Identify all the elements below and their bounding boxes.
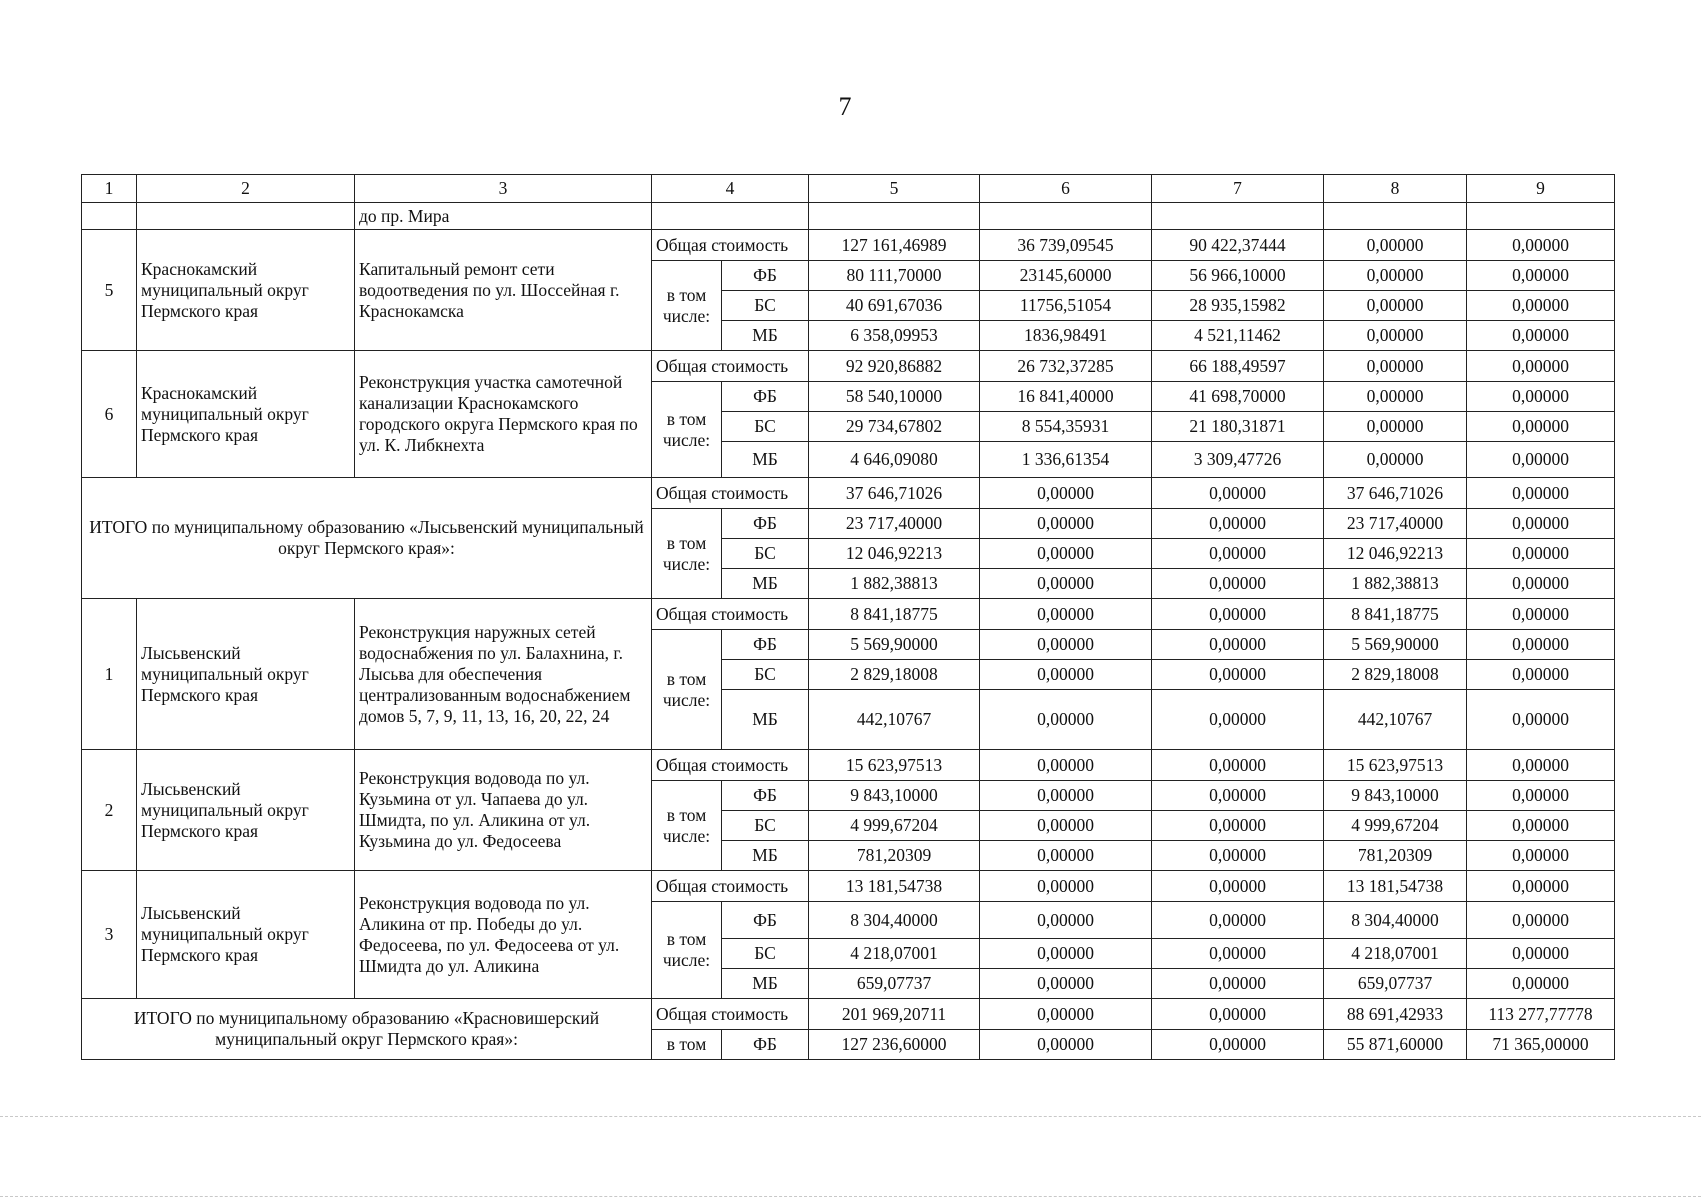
value-cell	[809, 203, 980, 230]
value-cell: 4 218,07001	[1324, 939, 1467, 969]
funding-source-bs: БС	[722, 660, 809, 690]
value-cell: 15 623,97513	[809, 750, 980, 781]
funding-source-bs: БС	[722, 811, 809, 841]
value-cell: 0,00000	[1152, 509, 1324, 539]
value-cell: 9 843,10000	[809, 781, 980, 811]
value-cell: 0,00000	[980, 902, 1152, 939]
value-cell: 0,00000	[1152, 811, 1324, 841]
value-cell: 0,00000	[1324, 382, 1467, 412]
column-header-8: 8	[1324, 175, 1467, 203]
value-cell: 0,00000	[1467, 599, 1615, 630]
header-row	[82, 175, 1615, 203]
value-cell: 0,00000	[980, 999, 1152, 1030]
total-cost-label: Общая стоимость	[652, 478, 809, 509]
including-label: в том числе:	[652, 509, 722, 599]
funding-source-mb: МБ	[722, 569, 809, 599]
subtotal-total-row	[82, 478, 1615, 509]
municipality-cell: Лысьвенский муниципальный округ Пермского края	[137, 599, 355, 750]
value-cell: 0,00000	[980, 539, 1152, 569]
funding-source-fb: ФБ	[722, 902, 809, 939]
value-cell: 37 646,71026	[1324, 478, 1467, 509]
work-description-cell: Реконструкция наружных сетей водоснабжения по ул. Балахнина, г. Лысьва для обеспечения централизованным водоснабжением домов 5, 7, 9, 11, 13, 16, 20, 22, 24	[355, 599, 652, 750]
project-total-row	[82, 871, 1615, 902]
value-cell: 0,00000	[1467, 539, 1615, 569]
subtotal-label: ИТОГО по муниципальному образованию «Красновишерский муниципальный округ Пермского края»:	[82, 999, 652, 1060]
value-cell: 0,00000	[1152, 969, 1324, 999]
value-cell: 659,07737	[1324, 969, 1467, 999]
value-cell: 2 829,18008	[1324, 660, 1467, 690]
value-cell: 0,00000	[1467, 902, 1615, 939]
value-cell: 0,00000	[1324, 442, 1467, 478]
value-cell: 0,00000	[1467, 630, 1615, 660]
value-cell: 23 717,40000	[1324, 509, 1467, 539]
total-cost-label: Общая стоимость	[652, 351, 809, 382]
work-description-cell: Капитальный ремонт сети водоотведения по ул. Шоссейная г. Краснокамска	[355, 230, 652, 351]
municipality-cell: Краснокамский муниципальный округ Пермского края	[137, 230, 355, 351]
value-cell: 0,00000	[980, 660, 1152, 690]
value-cell: 4 218,07001	[809, 939, 980, 969]
value-cell: 8 841,18775	[1324, 599, 1467, 630]
value-cell: 0,00000	[980, 969, 1152, 999]
value-cell: 0,00000	[980, 841, 1152, 871]
municipality-cell	[137, 203, 355, 230]
work-description-cell: Реконструкция участка самотечной канализации Краснокамского городского округа Пермского края по ул. К. Либкнехта	[355, 351, 652, 478]
work-description-cell: Реконструкция водовода по ул. Кузьмина от ул. Чапаева до ул. Шмидта, по ул. Аликина от ул. Кузьмина до ул. Федосеева	[355, 750, 652, 871]
value-cell: 0,00000	[1324, 351, 1467, 382]
total-cost-label: Общая стоимость	[652, 871, 809, 902]
row-number-cell: 5	[82, 230, 137, 351]
value-cell: 8 304,40000	[1324, 902, 1467, 939]
value-cell: 8 304,40000	[809, 902, 980, 939]
value-cell: 28 935,15982	[1152, 291, 1324, 321]
value-cell: 0,00000	[980, 630, 1152, 660]
value-cell: 0,00000	[980, 871, 1152, 902]
value-cell: 0,00000	[1152, 902, 1324, 939]
value-cell: 0,00000	[1324, 261, 1467, 291]
value-cell: 0,00000	[980, 750, 1152, 781]
including-label: в том числе:	[652, 382, 722, 478]
subtotal-label: ИТОГО по муниципальному образованию «Лысьвенский муниципальный округ Пермского края»:	[82, 478, 652, 599]
column-header-6: 6	[980, 175, 1152, 203]
row-number-cell: 3	[82, 871, 137, 999]
value-cell: 0,00000	[1467, 321, 1615, 351]
municipality-cell: Лысьвенский муниципальный округ Пермского края	[137, 871, 355, 999]
value-cell: 13 181,54738	[809, 871, 980, 902]
value-cell: 23 717,40000	[809, 509, 980, 539]
value-cell: 16 841,40000	[980, 382, 1152, 412]
value-cell: 58 540,10000	[809, 382, 980, 412]
value-cell: 23145,60000	[980, 261, 1152, 291]
value-cell: 442,10767	[1324, 690, 1467, 750]
value-cell: 0,00000	[980, 599, 1152, 630]
value-cell	[1152, 203, 1324, 230]
value-cell: 659,07737	[809, 969, 980, 999]
row-number-cell	[82, 203, 137, 230]
including-label: в том числе:	[652, 261, 722, 351]
value-cell: 0,00000	[1467, 382, 1615, 412]
value-cell: 127 161,46989	[809, 230, 980, 261]
value-cell: 4 999,67204	[1324, 811, 1467, 841]
value-cell: 442,10767	[809, 690, 980, 750]
funding-source-bs: БС	[722, 939, 809, 969]
value-cell: 3 309,47726	[1152, 442, 1324, 478]
value-cell: 0,00000	[1152, 1030, 1324, 1060]
value-cell: 0,00000	[1467, 690, 1615, 750]
subtotal-total-row	[82, 999, 1615, 1030]
value-cell: 0,00000	[1467, 509, 1615, 539]
funding-source-fb: ФБ	[722, 261, 809, 291]
value-cell: 0,00000	[1467, 442, 1615, 478]
column-header-1: 1	[82, 175, 137, 203]
column-header-9: 9	[1467, 175, 1615, 203]
work-description-cell: до пр. Мира	[355, 203, 652, 230]
value-cell: 5 569,90000	[1324, 630, 1467, 660]
value-cell: 0,00000	[1467, 969, 1615, 999]
value-cell: 26 732,37285	[980, 351, 1152, 382]
value-cell: 0,00000	[1324, 291, 1467, 321]
value-cell: 0,00000	[1152, 939, 1324, 969]
value-cell: 1 882,38813	[809, 569, 980, 599]
value-cell: 0,00000	[1324, 321, 1467, 351]
including-label: в том	[652, 1030, 722, 1060]
value-cell: 0,00000	[1467, 939, 1615, 969]
value-cell: 0,00000	[1152, 750, 1324, 781]
including-label: в том числе:	[652, 902, 722, 999]
column-header-5: 5	[809, 175, 980, 203]
value-cell: 21 180,31871	[1152, 412, 1324, 442]
value-cell: 56 966,10000	[1152, 261, 1324, 291]
funding-source-fb: ФБ	[722, 509, 809, 539]
value-cell: 0,00000	[1152, 871, 1324, 902]
value-cell: 0,00000	[1152, 599, 1324, 630]
value-cell: 0,00000	[1467, 750, 1615, 781]
total-cost-label: Общая стоимость	[652, 230, 809, 261]
value-cell	[1324, 203, 1467, 230]
value-cell: 1 336,61354	[980, 442, 1152, 478]
funding-source-mb: МБ	[722, 690, 809, 750]
project-total-row	[82, 230, 1615, 261]
total-cost-label: Общая стоимость	[652, 999, 809, 1030]
value-cell: 40 691,67036	[809, 291, 980, 321]
value-cell: 90 422,37444	[1152, 230, 1324, 261]
value-cell: 113 277,77778	[1467, 999, 1615, 1030]
funding-source-fb: ФБ	[722, 1030, 809, 1060]
value-cell: 6 358,09953	[809, 321, 980, 351]
value-cell: 0,00000	[980, 569, 1152, 599]
value-cell: 0,00000	[1467, 351, 1615, 382]
value-cell: 0,00000	[1467, 261, 1615, 291]
value-cell: 0,00000	[1152, 478, 1324, 509]
value-cell: 0,00000	[1467, 478, 1615, 509]
funding-source-mb: МБ	[722, 841, 809, 871]
value-cell: 71 365,00000	[1467, 1030, 1615, 1060]
column-header-4: 4	[652, 175, 809, 203]
project-total-row	[82, 599, 1615, 630]
value-cell: 1836,98491	[980, 321, 1152, 351]
work-description-cell: Реконструкция водовода по ул. Аликина от пр. Победы до ул. Федосеева, по ул. Федосеева от ул. Шмидта до ул. Аликина	[355, 871, 652, 999]
value-cell: 0,00000	[1152, 841, 1324, 871]
value-cell: 0,00000	[980, 1030, 1152, 1060]
funding-source-fb: ФБ	[722, 382, 809, 412]
funding-source-mb: МБ	[722, 969, 809, 999]
value-cell: 11756,51054	[980, 291, 1152, 321]
value-cell: 8 841,18775	[809, 599, 980, 630]
value-cell: 1 882,38813	[1324, 569, 1467, 599]
value-cell: 4 521,11462	[1152, 321, 1324, 351]
row-number-cell: 6	[82, 351, 137, 478]
value-cell: 201 969,20711	[809, 999, 980, 1030]
value-cell: 127 236,60000	[809, 1030, 980, 1060]
value-cell: 781,20309	[1324, 841, 1467, 871]
total-cost-label: Общая стоимость	[652, 599, 809, 630]
municipality-cell: Лысьвенский муниципальный округ Пермского края	[137, 750, 355, 871]
budget-table	[81, 174, 1615, 1060]
value-cell: 0,00000	[1324, 230, 1467, 261]
funding-source-bs: БС	[722, 291, 809, 321]
value-cell: 0,00000	[1467, 781, 1615, 811]
value-cell: 36 739,09545	[980, 230, 1152, 261]
value-cell: 0,00000	[980, 811, 1152, 841]
municipality-cell: Краснокамский муниципальный округ Пермского края	[137, 351, 355, 478]
value-cell: 55 871,60000	[1324, 1030, 1467, 1060]
value-cell	[980, 203, 1152, 230]
value-cell: 12 046,92213	[1324, 539, 1467, 569]
value-cell: 88 691,42933	[1324, 999, 1467, 1030]
value-cell: 0,00000	[1467, 811, 1615, 841]
continuation-row	[82, 203, 1615, 230]
column-header-7: 7	[1152, 175, 1324, 203]
value-cell: 0,00000	[980, 690, 1152, 750]
value-cell: 0,00000	[1152, 781, 1324, 811]
project-total-row	[82, 351, 1615, 382]
value-cell: 0,00000	[1467, 412, 1615, 442]
value-cell: 80 111,70000	[809, 261, 980, 291]
funding-source-mb: МБ	[722, 442, 809, 478]
value-cell: 0,00000	[1152, 539, 1324, 569]
value-cell: 0,00000	[980, 939, 1152, 969]
value-cell: 0,00000	[1152, 999, 1324, 1030]
value-cell: 0,00000	[1152, 630, 1324, 660]
value-cell: 0,00000	[1152, 690, 1324, 750]
value-cell: 37 646,71026	[809, 478, 980, 509]
row-number-cell: 2	[82, 750, 137, 871]
value-cell: 0,00000	[980, 478, 1152, 509]
value-cell: 4 646,09080	[809, 442, 980, 478]
funding-source-bs: БС	[722, 412, 809, 442]
value-cell: 0,00000	[1467, 841, 1615, 871]
value-cell: 0,00000	[1152, 569, 1324, 599]
page-number: 7	[838, 92, 852, 121]
scan-dotted-line	[0, 1116, 1701, 1117]
value-cell: 0,00000	[1152, 660, 1324, 690]
value-cell: 66 188,49597	[1152, 351, 1324, 382]
value-cell	[1467, 203, 1615, 230]
value-cell: 0,00000	[1467, 291, 1615, 321]
value-cell: 0,00000	[1467, 230, 1615, 261]
value-cell: 15 623,97513	[1324, 750, 1467, 781]
funding-source-bs: БС	[722, 539, 809, 569]
including-label: в том числе:	[652, 630, 722, 750]
including-label: в том числе:	[652, 781, 722, 871]
value-cell: 0,00000	[1467, 660, 1615, 690]
value-cell: 0,00000	[1467, 569, 1615, 599]
value-cell: 8 554,35931	[980, 412, 1152, 442]
value-cell: 0,00000	[1324, 412, 1467, 442]
funding-type-cell	[652, 203, 809, 230]
funding-source-fb: ФБ	[722, 781, 809, 811]
value-cell: 781,20309	[809, 841, 980, 871]
funding-source-fb: ФБ	[722, 630, 809, 660]
value-cell: 0,00000	[980, 509, 1152, 539]
project-total-row	[82, 750, 1615, 781]
value-cell: 0,00000	[1467, 871, 1615, 902]
value-cell: 4 999,67204	[809, 811, 980, 841]
value-cell: 0,00000	[980, 781, 1152, 811]
value-cell: 5 569,90000	[809, 630, 980, 660]
value-cell: 92 920,86882	[809, 351, 980, 382]
value-cell: 9 843,10000	[1324, 781, 1467, 811]
row-number-cell: 1	[82, 599, 137, 750]
scan-dotted-line	[0, 1196, 1701, 1197]
value-cell: 13 181,54738	[1324, 871, 1467, 902]
value-cell: 41 698,70000	[1152, 382, 1324, 412]
funding-source-mb: МБ	[722, 321, 809, 351]
value-cell: 2 829,18008	[809, 660, 980, 690]
value-cell: 12 046,92213	[809, 539, 980, 569]
total-cost-label: Общая стоимость	[652, 750, 809, 781]
column-header-2: 2	[137, 175, 355, 203]
column-header-3: 3	[355, 175, 652, 203]
value-cell: 29 734,67802	[809, 412, 980, 442]
